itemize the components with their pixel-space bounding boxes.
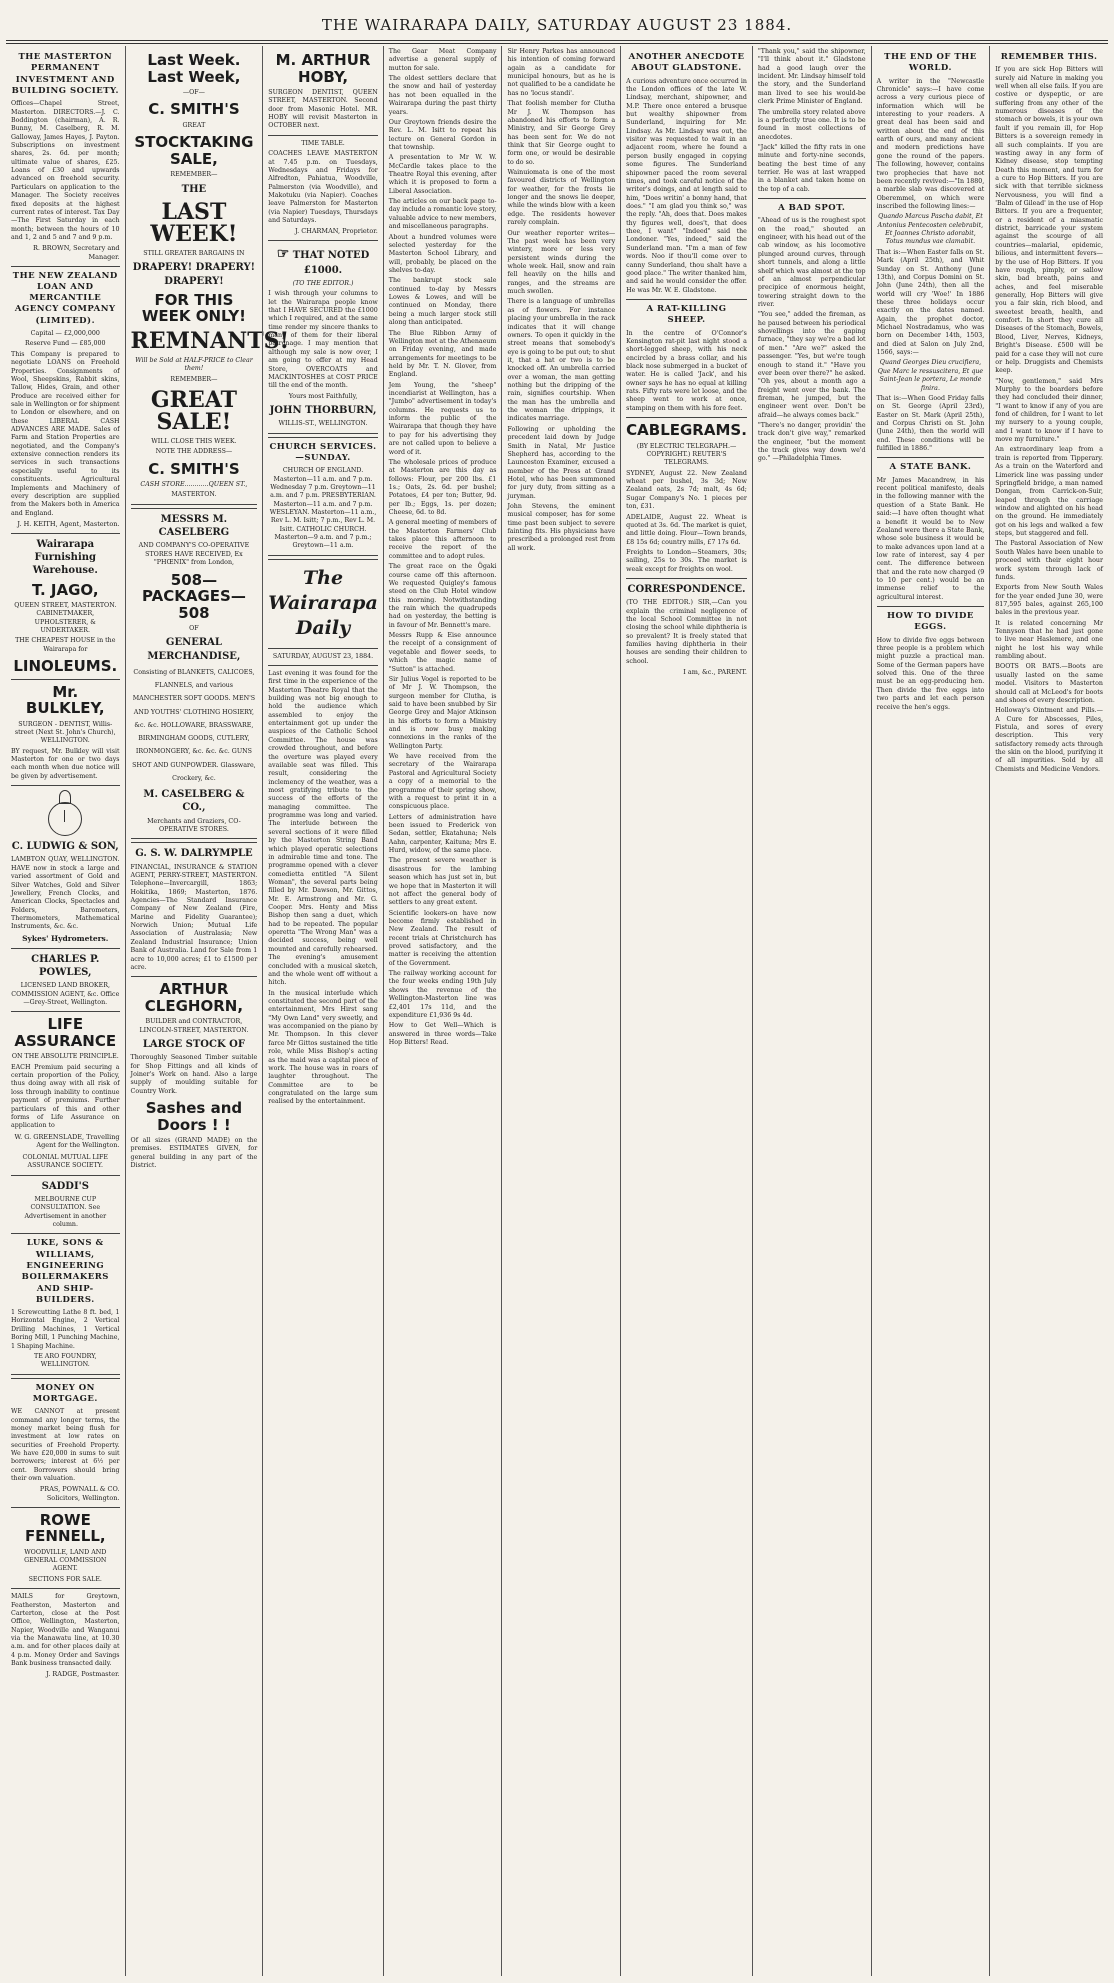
hop-bitters-text: If you are sick Hop Bitters will surely aid Nature in making you well when all else fails. If you are costive or dyspeptic, or are suffering from any other of the numerous diseases of the stomach or bowels, it is your own fault if you remain ill, for Hop Bitters is a sovereign remedy in all such complaints. If you are wasting away in any form of Kidney disease, stop tempting Death this moment, and turn for a cure to Hop Bitters. If you are sick with that terrible sickness Nervousness, you will find a 'Balm of Gilead' in the use of Hop Bitters. If you are a frequenter, or a resident of a miasmatic district, barricade your system against the scourge of all countries—malarial, epidemic, bilious, and intermittent fevers—by the use of Hop Bitters. If you have rough, pimply, or sallow skin, bad breath, pains and aches, and feel miserable generally, Hop Bitters will give you a fair skin, rich blood, and sweetest breath, health, and comfort. In short they cure all Diseases of the Stomach, Bowels, Blood, Liver, Nerves, Kidneys, Bright's Disease. £500 will be paid for a case they will not cure or help. Druggists and Chemists keep. [995,66,1103,375]
column-7 [752,46,871,1976]
state-bank-heading: A STATE BANK. [889,462,972,473]
bad-spot-heading: A BAD SPOT. [778,203,846,214]
sections-line: SECTIONS FOR SALE. [28,1575,102,1583]
column-6 [620,46,752,1976]
latin-quote: Quando Marcus Pascha dabit, Et Antonius Pentecosten celebrabit, Et Joannes Christo adorabit, Totus mundus vae clamabit. [877,213,984,246]
paper-nameplate: The Wairarapa Daily [268,566,378,640]
cablegram-adelaide: ADELAIDE, August 22. Wheat is quoted at 3s. 6d. The market is quiet, and little doing. Flour—Town brands, £8 15s 6d; country mills, £7 17s 6d. [626,513,747,546]
newspaper-title: THE WAIRARAPA DAILY, SATURDAY AUGUST 23 1884. [321,16,793,34]
news-paragraph: The Blue Ribbon Army of Wellington met at the Athenaeum on Friday evening, and made arrangements for meetings to be held by Mr. T. N. Glover, from England. [388,329,497,379]
remnants-heading: REMNANTS! [130,327,290,354]
money-signature: PRAS, POWNALL & CO. Solicitors, Wellington. [39,1485,120,1503]
bulkley-name: Mr. BULKLEY, [25,682,105,718]
life-assurance-heading: LIFE ASSURANCE [14,1015,117,1050]
column-5 [501,46,620,1976]
news-paragraph: A general meeting of members of the Masterton Farmers' Club takes place this afternoon to receive the report of the committee and to adopt rules. [388,519,497,560]
money-heading: MONEY ON MORTGAGE. [32,1382,98,1404]
dalrymple-text: FINANCIAL, INSURANCE & STATION AGENT, PERRY-STREET, MASTERTON. Telephone—Invercargill, 1863; Hokitika, 1869; Masterton, 1876. Agencies—The Standard Insurance Company of New Zealand (Fire, Marine and Fidelity Guarantee); Norwich Union; Mutual Life Association of Australasia; New Zealand Industrial Insurance; Union Bank of Australia. Land for Sale from 1 acre to 10,000 acres; £1 to £1500 per acre. [130,863,258,971]
bulkley-address: SURGEON - DENTIST, Willis-street (Next St. John's Church), WELLINGTON. [14,720,116,745]
society-text: Offices—Chapel Street, Masterton. DIRECTORS.—J. C. Boddington (chairman), A. R. Bunny, M. Caselberg, R. M. Galloway, James Hayes, J. Payton. Subscriptions on investment shares, 2s. 6d. per month; ultimate value of shares, £25. Loans of £30 and upwards advanced on freehold security. Particulars on application to the Manager. The Society receives fixed deposits at the highest current rates of interest. Tax Day—The First Saturday in each month; between the hours of 10 and 1, 2 and 5 and 7 and 9 p.m. [11,100,120,241]
news-paragraph: That foolish member for Clutha Mr J. W. Thompson has abandoned his efforts to form a Ministry, and Sir George Grey has been sent for. We do not think that Sir George ought to form one, or would be desirable to do so. [507,100,616,166]
close-line: WILL CLOSE THIS WEEK. [151,437,237,445]
divider [877,606,985,607]
great-line: GREAT [182,121,206,129]
news-paragraph: Wainuiomata is one of the most favoured districts of Wellington for weather, for the frosts lie longer and the snows lie deeper, while the winds blow with a keen edge. The residents however rarely complain. [507,169,616,227]
news-paragraph: Letters of administration have been issued to Frederick von Sedan, settler, Ekatahuna; Nels Aahn, carpenter, Kaituna; Mrs E. Hurd, widow, of the same place. [388,813,497,855]
column-4 [383,46,502,1976]
divider [626,299,747,300]
double-divider [268,555,377,560]
cleghorn-text: BUILDER and CONTRACTOR, LINCOLN-STREET, MASTERTON. [139,1018,249,1034]
sashes-heading: Sashes and Doors ! ! [145,1099,243,1134]
luke-heading: LUKE, SONS & WILLIAMS, ENGINEERING BOILERMAKERS AND SHIP-BUILDERS. [21,1238,109,1305]
sashes-text: Of all sizes (GRAND MADE) on the premises. ESTIMATES GIVEN, for general building in any part of the District. [130,1137,258,1170]
divider [11,1011,120,1012]
news-paragraph: Jem Young, the "sheep" incendiarist at Wellington, has a "Jumbo" advertisement in today's columns. He requests us to inform the public of the Wairarapa that though they have to pay for his advertising they are not called upon to believe a word of it. [388,381,497,456]
news-paragraph: The articles on our back page to-day include a romantic love story, valuable advice to new members, and miscellaneous paragraphs. [388,198,497,231]
foundry-line: TE ARO FOUNDRY, WELLINGTON. [34,1352,97,1369]
society-heading: THE MASTERTON PERMANENT INVESTMENT AND BUILDING SOCIETY. [11,52,119,96]
end-of-world-heading: THE END OF THE WORLD. [884,52,977,74]
lead-article-2: In the musical interlude which constituted the second part of the entertainment, Mrs Hirst sang "My Own Land" very sweetly, and was accompanied on the piano by Mr. Thompson. In this clever farce Mr Gittos sustained the title role, while Miss Bishop's acting as the maid was a capital piece of work. The house was in roars of laughter throughout. The Committee are to be congratulated on the large sum realised by the entertainment. [268,989,378,1106]
divider [626,578,747,579]
cablegram-freights: Freights to London—Steamers, 30s; sailing, 25s to 30s. The market is weak except for freights on wool. [626,548,747,573]
bad-spot-text-2: "You see," added the fireman, as he paused between his periodical shovellings into the gaping furnace, "they say we're a bad lot of men." "Are we?" asked the passenger. "Yes, but we're tough enough to stand it." "Have you ever been over there?" he asked. "Oh yes, about a month ago a freight went over the bank. The fireman, he jumped, but the engineer went over. Don't be afraid—he always comes back." [757,311,866,419]
divider [11,948,120,949]
thorburn-name: JOHN THORBURN, [269,404,377,416]
news-paragraph: Our Greytown friends desire the Rev. L. M. Isitt to repeat his lecture on General Gordon in that township. [388,118,497,151]
divide-eggs-heading: HOW TO DIVIDE EGGS. [886,611,974,633]
lead-article: Last evening it was found for the first time in the experience of the Masterton Theatre Royal that the building was not big enough to hold the audience which assembled to enjoy the entertainment got up under the auspices of the Catholic School Committee. The house was crowded throughout, and before the overture was played every available seat was filled. This result, considering the inclemency of the weather, was a most gratifying tribute to the success of the efforts of the managing committee. The programme was long and varied. The interlude between the several sections of it were filled by the Masterton String Band which played operatic selections in admirable time and tone. The programme opened with a clever comedietta entitled "A Silent Woman", the several parts being filled by Mr. Dawson, Mr. Gittos, Mr. E. Armstrong and Mr. G. Cooper. Mrs. Henty and Miss Bishop then sang a duet, which had to be repeated. The popular operetta "The Wrong Man" was a decided success, being well mounted and carefully rehearsed. The evening's amusement concluded with a musical sketch, and the whole went off without a hitch. [268,669,378,987]
news-paragraph: Exports from New South Wales for the year ended June 30, were 817,595 bales, against 265,100 bales in the previous year. [995,584,1103,617]
news-paragraph: "Now, gentlemen," said Mrs Murphy to the boarders before they had concluded their dinner, "I want to know if any of you are fond of children, for I want to let my nursery to a young couple, and I want to know if I have to move my furniture." [995,377,1103,444]
powles-text: LICENSED LAND BROKER, COMMISSION AGENT, &c. Office—Grey-Street, Wellington. [11,982,120,1006]
caselberg-text: AND COMPANY'S CO-OPERATIVE STORES HAVE RECEIVED, Ex "PHŒNIX" from London, [138,542,250,567]
correspondence-text: (TO THE EDITOR.) SIR,—Can you explain the criminal negligence of the local School Committee in not closing the school while diphtheria is so prevalent? It is freely stated that families having diphtheria in their houses are sending their children to school. [626,599,747,665]
caselberg-heading: MESSRS M. CASELBERG [158,513,230,539]
to-editor-line: (TO THE EDITOR.) [292,279,354,287]
divider [11,785,120,786]
cash-store-line: CASH STORE............QUEEN ST., [140,481,248,489]
divider [11,1233,120,1234]
bad-spot-text-3: "There's no danger, providin' the track don't give way," remarked the engineer, "but the moment the track gives way down we'd go." —Philadelphia Times. [757,422,866,463]
cablegrams-heading: CABLEGRAMS. [626,421,747,440]
gladstone-heading: ANOTHER ANECDOTE ABOUT GLADSTONE. [628,52,745,74]
column-1 [6,46,125,1976]
noted-heading-text: THAT NOTED £1000. [292,250,370,276]
of-line-2: OF [189,625,199,633]
rat-sheep-heading: A RAT-KILLING SHEEP. [646,303,727,326]
divider [11,266,120,267]
divide-eggs-text: How to divide five eggs between three people is a problem which might puzzle a practical man. Some of the German papers have solved this. One of the three must be an egg-producing hen. Then divide the five eggs into two parts and let each person receive the hen's eggs. [876,636,985,711]
divider [268,648,377,649]
remember-line: REMEMBER— [170,171,218,179]
loan-company-heading: THE NEW ZEALAND LOAN AND MERCANTILE AGENCY COMPANY (LIMITED). [12,270,118,326]
divider [11,533,120,534]
news-paragraph: Following or upholding the precedent laid down by Judge Smith in Natal, Mr Justice Shepherd has, according to the Launceston Examiner, excused a member of the Press at Grand Hotel, who has been summoned for jury duty, from sitting as a juryman. [507,425,616,500]
column-3 [262,46,382,1976]
yours-line: Yours most Faithfully, [288,392,358,400]
pointing-hand-icon: ☞ [276,246,290,263]
bad-spot-text: "Ahead of us is the roughest spot on the road," shouted an engineer, with his head out of the cab window, as his locomotive plunged around curves, through short tunnels, and along a little shelf which was almost at the top of an almost perpendicular precipice of enormous height, towering straight down to the river. [757,217,866,308]
loan-company-text: This Company is prepared to negotiate LOANS on Freehold Properties. Consignments of Wool, Sheepskins, Rabbit skins, Tallow, Hides, Grain, and other Produce are received either for sale in Wellington or for shipment to London or elsewhere, and on these LIBERAL CASH ADVANCES ARE MADE. Sales of Farm and Station Properties are negotiated, and the Company's extensive connection renders its services in such transactions especially useful to its constituents. Agricultural Implements and Machinery of every description are supplied from the Makers both in America and England. [11,350,120,517]
dentist-name: M. ARTHUR HOBY, [275,51,371,86]
ludwig-text: LAMBTON QUAY, WELLINGTON. HAVE now in stock a large and varied assortment of Gold and Silver Watches, Gold and Silver Jewellery, French Clocks, and American Clocks, Spectacles and Folders, Barometers, Thermometers, Mathematical Instruments, &c. &c. [11,856,120,931]
divider [268,665,377,666]
noted-heading [268,245,377,277]
life-assurance-sub: ON THE ABSOLUTE PRINCIPLE. [11,1053,119,1061]
cablegram-sydney: SYDNEY, August 22. New Zealand wheat per bushel, 3s 3d; New Zealand oats, 2s 7d; malt, 4s 6d; Sugar Company's No. 1 pieces per ton, £31. [626,469,747,511]
double-divider [268,433,377,438]
remember-this-heading: REMEMBER THIS. [1000,52,1098,62]
news-paragraph: Messrs Rupp & Eise announce the receipt of a consignment of vegetable and flower seeds, to which the magic name of "Sutton" is attached. [388,632,497,673]
divider [877,457,985,458]
paper-date: SATURDAY, AUGUST 23, 1884. [272,652,374,660]
news-paragraph: "Thank you," said the shipowner, "I'll think about it." Gladstone had a good laugh over the incident. Mr. Lindsay himself told the story, and the Sunderland man lived to see his would-be clerk Prime Minister of England. [757,48,866,106]
divider [11,1175,120,1176]
time-table-heading: TIME TABLE. [301,139,345,147]
cablegrams-sub: (BY ELECTRIC TELEGRAPH.—COPYRIGHT.) REUTER'S TELEGRAMS. [636,442,737,467]
double-divider [131,838,258,843]
news-paragraph: John Stevens, the eminent musical composer, has for some time past been subject to severe fainting fits. His physicians have prescribed a prolonged rest from all work. [507,503,616,552]
news-paragraph: The great race on the Ögaki course came off this afternoon. We requested Quigley's famous steed on the Club Hotel window this morning. Notwithstanding the rain which the quadrupeds had on yesterday, the betting is in favour of Mr. Bennett's mare. [388,563,497,629]
linoleums-heading: LINOLEUMS. [13,657,118,676]
divider [131,976,258,977]
news-paragraph: The present severe weather is disastrous for the lambing season which has just set in, but we hope that in Masterton it will not affect the general body of settlers to any great extent. [388,857,497,907]
news-paragraph: Scientific lookers-on have now become firmly established in New Zealand. The result of recent trials at Christchurch has proved satisfactory, and the matter is receiving the attention of the Government. [388,909,497,967]
news-paragraph: How to Get Well—Which is answered in three words—Take Hop Bitters! Read. [388,1022,497,1046]
mails-text: MAILS for Greytown, Featherston, Masterton and Carterton, close at the Post Office, Wellington, Masterton, Napier, Woodville and Wanganui via the Manawatu line, at 10.30 a.m. and for other places daily at 4 p.m. Money Order and Savings Bank business transacted daily. [11,1593,120,1668]
double-divider [131,504,258,509]
capital-line: Capital — £2,000,000 [30,330,100,338]
news-paragraph: The railway working account for the four weeks ending 19th July shows the revenue of the Wellington-Masterton line was £2,401 17s 11d, and the expenditure £1,936 9s 4d. [388,970,497,1019]
saddi-text: MELBOURNE CUP CONSULTATION. See Advertisement in another column. [24,1195,107,1228]
the-line: THE [181,183,207,195]
french-quote: Quand Georges Dieu crucifiera, Que Marc le ressuscitera, Et que Saint-Jean le portera, Le monde finira. [877,359,984,392]
furnishing-heading: Wairarapa Furnishing Warehouse. [32,538,98,577]
pocket-watch-icon [48,790,82,836]
thorburn-address: WILLIS-ST., WELLINGTON. [278,420,368,428]
mails-signature: J. RADGE, Postmaster. [46,1670,120,1679]
remember-line-2: REMEMBER— [170,375,218,383]
last-week-heading: Last Week. Last Week, [147,51,241,86]
last-week-big: LAST WEEK! [150,198,238,247]
dalrymple-heading: G. S. W. DALRYMPLE [135,848,253,860]
column-9 [989,46,1108,1976]
still-greater-line: STILL GREATER BARGAINS IN [143,249,245,257]
luke-text: 1 Screwcutting Lathe 8 ft. bed, 1 Horizontal Engine, 2 Vertical Drilling Machines, 1 Vertical Boring Mill, 1 Punching Machine, 1 Shaping Machine. [11,1309,120,1350]
smith-name-2: C. SMITH'S [148,459,240,478]
news-paragraph: An extraordinary leap from a train is reported from Tipperary. As a train on the Waterford and Limerick line was passing under Springfield bridge, a man named Dongan, from Carrick-on-Suir, leaped through the carriage window and alighted on his head on the ground. He immediately got on his legs and walked a few steps, but staggered and fell. [995,446,1103,538]
masterton-line: MASTERTON. [171,491,217,499]
divider [11,679,120,680]
correspondence-signature: I am, &c., PARENT. [683,668,747,677]
great-sale-heading: GREAT SALE! [150,386,237,435]
rat-sheep-text: In the centre of O'Connor's Kensington rat-pit last night stood a short-legged sheep, with his neck encircled by a brass collar, and his black nose submerged in a bucket of water. He is called 'Jack', and his owner says he has no equal at killing rats. Fifty rats were let loose, and the sheep went to work at once, stamping on them with his fore feet. [626,329,747,412]
news-paragraph: Holloway's Ointment and Pills.—A Cure for Abscesses, Piles, Fistula, and sores of every description. This very satisfactory remedy acts through the skin on the blood, purifying it of all impurities. Sold by all Chemists and Medicine Vendors. [995,707,1103,773]
news-paragraph: BOOTS OR BATS.—Boots are usually lasted on the same model. Visitors to Masterton should call at McLeod's for boots and shoes of every description. [995,663,1103,704]
divider [758,198,866,199]
coach-text: COACHES LEAVE MASTERTON at 7.45 p.m. on Tuesdays, Wednesdays and Fridays for Alfredton, Pahiatua, Woodville, Palmerston (via Woodville), and Makotuku (via Napier). Coaches leave Palmerston for Masterton (via Napier) Tuesdays, Thursdays and Saturdays. [268,150,378,225]
merchandise-text: Consisting of BLANKETS, CALICOES, FLANNELS, and various MANCHESTER SOFT GOODS. MEN'S AND YOUTHS' CLOTHING HOSIERY, &c. &c. HOLLOWARE, BRASSWARE, BIRMINGHAM GOODS, CUTLERY, IRONMONGERY, &c. &c. &c. GUNS SHOT AND GUNPOWDER. Glassware, Crockery, &c. [132,668,256,782]
news-paragraph: The Pastoral Association of New South Wales have been unable to proceed with their eight hour work system through lack of funds. [995,540,1103,581]
news-paragraph: The bankrupt stock sale continued to-day by Messrs Lowes & Lowes, and will be continued on Monday, there being a much larger stock still along than anticipated. [388,277,497,327]
jago-text: QUEEN STREET, MASTERTON. CABINETMAKER, UPHOLSTERER, & UNDERTAKER. [14,602,117,635]
divider [268,240,377,241]
saddi-heading: SADDI'S [41,1180,89,1192]
jago-name: T. JAGO, [32,580,99,599]
church-text: CHURCH OF ENGLAND. Masterton—11 a.m. and 7 p.m. Wednesday 7 p.m. Greytown—11 a.m. and 7 p.m. PRESBYTERIAN. Masterton—11 a.m. and 7 p.m. WESLEYAN. Masterton—11 a.m., Rev L. M. Isitt; 7 p.m., Rev L. M. Isitt. CATHOLIC CHURCH. Masterton—9 a.m. and 7 p.m.; Greytown—11 a.m. [269,467,377,550]
masthead-rule-2 [6,43,1108,44]
large-stock-text: Thoroughly Seasoned Timber suitable for Shop Fittings and all kinds of Joiner's Work on hand. Also a large supply of moulding suitable for Country Work. [130,1054,258,1095]
smith-name: C. SMITH'S [148,100,240,119]
church-heading: CHURCH SERVICES.—SUNDAY. [269,441,377,463]
news-paragraph: There is a language of umbrellas as of flowers. For instance placing your umbrella in the rack indicates that it will change owners. To open it quickly in the street means that somebody's eye is going to be put out; to shut it, that a hat or two is to be knocked off. An umbrella carried over a woman, the man getting nothing but the dripping of the rain, signifies courtship. When the man has the umbrella and the woman the drippings, it indicates marriage. [507,298,616,423]
state-bank-text: Mr James Macandrew, in his recent political manifesto, deals in the following manner with the question of a State Bank. He said:—I have often thought what a benefit it would be to New Zealand were there a State Bank, whose sole business it would be to make advances upon land at a low rate of interest, say 4 per cent. The difference between that and the rate now charged (9 to 10 per cent.) would be an immense relief to the agricultural interest. [876,476,985,601]
correspondence-heading: CORRESPONDENCE. [627,584,746,596]
packages-heading: 508—PACKAGES—508 [142,570,246,622]
news-paragraph: A presentation to Mr W. W. McCardle takes place to the Theatre Royal this evening, after which it is proposed to form a Liberal Association. [388,154,497,195]
society-signature: R. BROWN, Secretary and Manager. [32,244,120,261]
powles-name: CHARLES P. POWLES, [31,953,100,978]
page-columns [6,46,1108,1976]
ludwig-name: C. LUDWIG & SON, [11,841,119,853]
end-of-world-text: A writer in the "Newcastle Chronicle" says:—I have come across a very curious piece of information which will be interesting to your readers. A great deal has been said and written about the end of this earth of ours, and many ancient and modern predictions have gone the round of the papers. The following, however, contains two prophecies that have not been recently revived:—"In 1880, a marble slab was discovered at Oberemmel, on which were inscribed the following lines:— [876,77,985,210]
news-paragraph: The Gear Meat Company advertise a general supply of mutton for sale. [388,48,497,72]
news-paragraph: "Jack" killed the fifty rats in one minute and forty-nine seconds, beating the best time of any terrier. He was at last wrapped in a blanket and taken home on the top of a cab. [757,143,866,193]
news-paragraph: It is related concerning Mr Tennyson that he had just gone to live near Haslemere, and one night he lost his way while rambling about. [995,619,1103,661]
bulkley-text: BY request, Mr. Bulkley will visit Masterton for one or two days each month when due notice will be given by advertisement. [11,747,120,780]
loan-company-signature: J. H. KEITH, Agent, Masterton. [17,519,120,528]
stocktaking-heading: STOCKTAKING SALE, [134,133,254,168]
news-paragraph: Our weather reporter writes—The past week has been very wintery, more or less very persistent winds during the whole week. Hail, snow and rain fell heavily on the hills and ranges, and the streams are much swollen. [507,229,616,296]
dentist-text: SURGEON DENTIST, QUEEN STREET, MASTERTON. Second door from Masonic Hotel. MR. HOBY will revisit Masterton in OCTOBER next. [268,89,378,130]
column-2 [125,46,290,1976]
coach-signature: J. CHARMAN, Proprietor. [294,227,378,236]
letter-text: I wish through your columns to let the Wairarapa people know that I HAVE SECURED the £1000 which I required, and at the same time render my sincere thanks to many of them for their liberal patronage. I may mention that although my sale is now over, I am going to offer at my Head Store, OVERCOATS and MACKINTOSHES at COST PRICE till the end of the month. [268,290,378,390]
this-week-heading: FOR THIS WEEK ONLY! [141,290,246,326]
colonial-mutual-line: COLONIAL MUTUAL LIFE ASSURANCE SOCIETY. [22,1153,109,1170]
column-8 [871,46,990,1976]
sykes-line: Sykes' Hydrometers. [22,933,109,943]
life-assurance-text: EACH Premium paid securing a certain proportion of the Policy, thus doing away with all risk of loss through inability to continue payment of premiums. Further particulars of this and other forms of Life Assurance on application to [11,1063,120,1130]
end-of-world-text-3: That is:—When Good Friday falls on St. George (April 23rd), Easter on St. Mark (April 25th), and Corpus Christi on St. John (June 24th), then the world will end. These conditions will be fulfilled in 1886." [876,394,985,453]
reserve-line: Reserve Fund — £85,000 [24,340,106,348]
caselberg-co-heading: M. CASELBERG & CO., [143,788,245,814]
large-stock-heading: LARGE STOCK OF [142,1038,245,1050]
half-price-line: Will be Sold at HALF-PRICE to Clear them! [135,356,253,373]
merchandise-heading: GENERAL MERCHANDISE, [147,637,241,662]
rowe-text: WOODVILLE, LAND AND GENERAL COMMISSION AGENT. [24,1548,107,1573]
news-paragraph: We have received from the secretary of the Wairarapa Pastoral and Agricultural Society a copy of a memorial to the programme of their spring show, with a request to print it in a conspicuous place. [388,753,497,811]
end-of-world-text-2: That is:—When Easter falls on St. Mark (April 25th), and Whit Sunday on St. Anthony (June 13th), and Corpus Domini on St. John (June 24th), then all the world will cry 'Woe!' In 1886 these three holidays occur exactly on the dates named. Again, the prophet doctor, Michael Nostradamus, who was born on December 14th, 1503, and died at Salon on July 2nd, 1566, says:— [876,248,985,357]
cleghorn-name: ARTHUR CLEGHORN, [144,980,244,1015]
news-paragraph: Sir Henry Parkes has announced his intention of coming forward again as a candidate for municipal honours, but as he is not qualified to be a candidate he has no 'locus standi'. [507,48,616,97]
life-assurance-signature: W. G. GREENSLADE, Travelling Agent for the Wellington. [14,1132,120,1150]
news-paragraph: The umbrella story related above is a perfectly true one. It is to be found in most collections of anecdotes. [757,108,866,141]
cheapest-line: THE CHEAPEST HOUSE in the Wairarapa for [15,637,116,653]
drapery-line: DRAPERY! DRAPERY! DRAPERY! [132,262,256,287]
divider [11,1588,120,1589]
divider [626,417,747,418]
gladstone-text: A curious adventure once occurred in the London offices of the late W. Lindsay, merchant, shipowner, and M.P. There once entered a brusque but wealthy shipowner from Sunderland, inquiring for Mr. Lindsay. As Mr. Lindsay was out, the visitor was requested to wait in an adjacent room, where he found a person busily engaged in copying some figures. The Sunderland shipowner paced the room several times, and took careful notice of the writer's doings, and at length said to him, "Does writin' a bonny hand, that does." "I am glad you think so," was the reply. "Ah, does that. Does makes thy figures well, does't, that does thee, I want" "Indeed" said the Londoner. "Yes, indeed," said the Sunderland man. "I'm a man of few words. Noo if thou'll come over to canny Sunderland, thou shalt have a good place." The writer thanked him, and said he would consider the offer. He was Mr. W. E. Gladstone. [626,77,747,294]
rowe-name: ROWE FENNELL, [24,1510,106,1546]
news-paragraph: The wholesale prices of produce at Masterton are this day as follows: Flour, per 200 lbs. £1 1s.; Oats, 2s. 6d. per bushel; Potatoes, £4 per ton; Butter, 9d. per lb.; Eggs, 1s. per dozen; Cheese, 6d. to 8d. [388,458,497,517]
double-divider [11,1374,120,1379]
news-paragraph: Sir Julius Vogel is reported to be of Mr J. W. Thompson, the surgeon member for Clutha, is said to have been snubbed by Sir George Grey and Major Atkinson in his efforts to form a Ministry and is now busy making connexions in the ranks of the Wellington Party. [388,675,497,750]
divider [268,135,377,136]
note-address-line: NOTE THE ADDRESS— [155,448,233,456]
of-line: —OF— [182,89,205,96]
masthead-rule [6,40,1108,41]
news-paragraph: The oldest settlers declare that the snow and hail of yesterday has not been equalled in the Wairarapa during the past thirty years. [388,75,497,116]
caselberg-co-text: Merchants and Graziers, CO-OPERATIVE STORES. [147,817,241,833]
money-text: WE CANNOT at present command any longer terms, the money market being flush for investment at low rates on securities of Freehold Property. We have £20,000 in sums to suit borrowers; interest at 6½ per cent. Borrowers should bring their own valuation. [11,1408,120,1483]
news-paragraph: About a hundred volumes were selected yesterday for the Masterton School Library, and will, probably, be placed on the shelves to-day. [388,233,497,274]
divider [11,1507,120,1508]
